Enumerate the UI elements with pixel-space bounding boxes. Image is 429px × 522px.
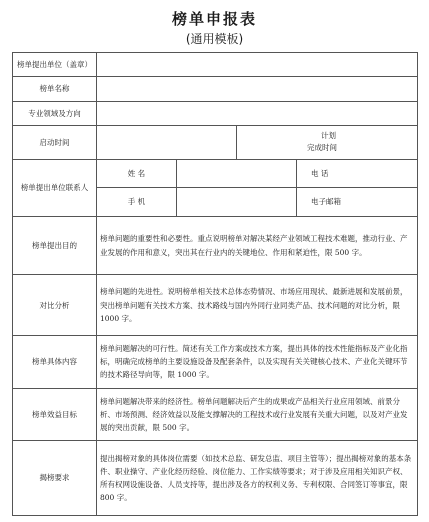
section-text[interactable]: 榜单问题的重要性和必要性。重点说明榜单对解决某经产业领域工程技术难题，推动行业、产业发展的作用和意义，突出其在行业内的关键地位、作用和紧迫性，限 500 字。 bbox=[97, 216, 418, 275]
application-form-table bbox=[12, 52, 418, 516]
plan-time-label-line1: 计划 bbox=[321, 131, 336, 141]
name-field[interactable] bbox=[97, 77, 418, 101]
contact-email-label bbox=[297, 188, 418, 216]
contact-phone-label-text: 电 话 bbox=[311, 169, 329, 179]
row-unit bbox=[13, 53, 418, 77]
field-field[interactable] bbox=[97, 101, 418, 125]
name-label: 榜单名称 bbox=[13, 77, 97, 101]
row-name bbox=[13, 77, 418, 101]
start-time-label: 启动时间 bbox=[13, 125, 97, 159]
unit-field[interactable] bbox=[97, 53, 418, 77]
section-row bbox=[13, 335, 418, 388]
section-label: 对比分析 bbox=[13, 275, 97, 336]
row-time bbox=[13, 125, 418, 159]
unit-label: 榜单提出单位（盖章） bbox=[13, 53, 97, 77]
section-label: 榜单具体内容 bbox=[13, 335, 97, 388]
contact-label: 榜单提出单位联系人 bbox=[13, 160, 97, 217]
section-row bbox=[13, 441, 418, 516]
section-row bbox=[13, 388, 418, 441]
section-label: 榜单效益目标 bbox=[13, 388, 97, 441]
section-text[interactable]: 榜单问题解决的可行性。简述有关工作方案或技术方案，提出具体的技术性能指标及产业化指标，明确完成榜单的主要设施设备及配套条件，以及实现有关关键核心技术、产业化关键环节的技术路径导向等，限 1000 字。 bbox=[97, 335, 418, 388]
contact-name-label: 姓 名 bbox=[97, 160, 177, 188]
section-text[interactable]: 提出揭榜对象的具体岗位需要（如技术总监、研发总监、项目主管等）；提出揭榜对象的基本条件、职业操守、产业化经历经验、岗位能力、工作实绩等要求；对于涉及应用相关知识产权、所有权网设施设备、人员支持等，提出涉及各方的权利义务、专利权限、合同签订等事宜，限 800 字。 bbox=[97, 441, 418, 516]
start-time-field[interactable] bbox=[97, 125, 237, 159]
contact-phone-label bbox=[297, 160, 418, 188]
contact-name-field[interactable] bbox=[177, 160, 297, 188]
section-row bbox=[13, 216, 418, 275]
plan-time-label bbox=[237, 125, 418, 159]
section-label: 揭榜要求 bbox=[13, 441, 97, 516]
plan-time-label-line2: 完成时间 bbox=[307, 143, 337, 153]
contact-mobile-label: 手 机 bbox=[97, 188, 177, 216]
contact-mobile-field[interactable] bbox=[177, 188, 297, 216]
contact-email-label-text: 电子邮箱 bbox=[311, 197, 341, 207]
field-label: 专业领域及方向 bbox=[13, 101, 97, 125]
section-text[interactable]: 榜单问题的先进性。说明榜单相关技术总体态势情况、市场应用现状、最新进展和发展前景，突出榜单问题有关技术方案、技术路线与国内外同行业同类产品、技术问题的对比分析，限 1000 字。 bbox=[97, 275, 418, 336]
row-contact-1 bbox=[13, 160, 418, 188]
page-title: 榜单申报表 bbox=[171, 10, 257, 28]
section-label: 榜单提出目的 bbox=[13, 216, 97, 275]
section-text[interactable]: 榜单问题解决带来的经济性。榜单问题解决后产生的成果或产品相关行业应用领域、前景分析、市场预测、经济效益以及能支撑解决的工程技术或行业发展有关重大问题，以及对产业发展的突出贡献，限 500 字。 bbox=[97, 388, 418, 441]
section-row bbox=[13, 275, 418, 336]
row-field bbox=[13, 101, 418, 125]
page-subtitle: (通用模板) bbox=[185, 32, 244, 46]
